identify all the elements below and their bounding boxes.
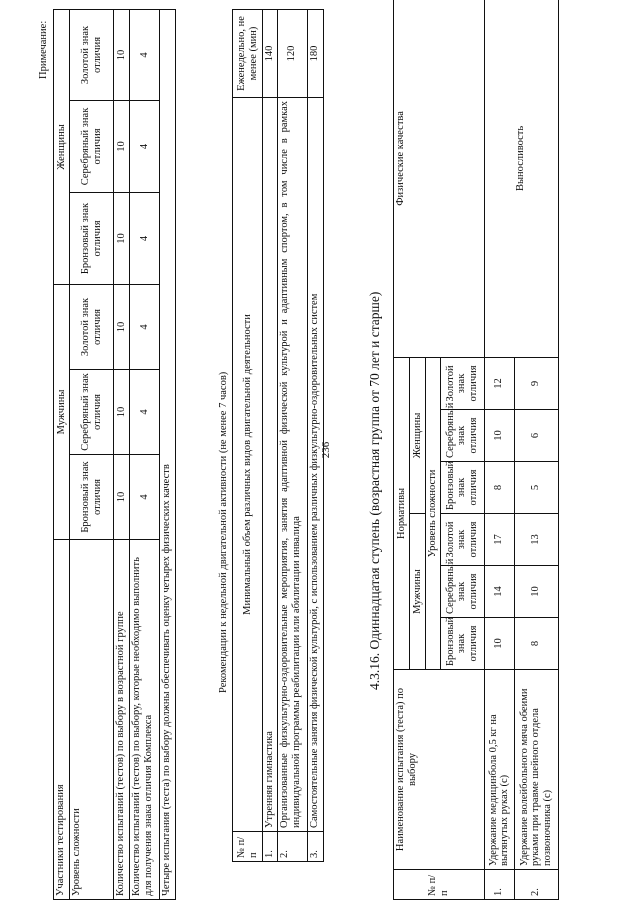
norms-table — [393, 0, 559, 900]
cell-value: 4 — [130, 370, 160, 455]
badge-header: Серебряный знак отличия — [440, 566, 484, 618]
badge-header: Бронзовый знак отличия — [440, 618, 484, 670]
recommendations-table — [232, 9, 324, 862]
row-label: Количество испытаний (тестов) по выбору в возрастной группе — [114, 540, 130, 900]
row-num: 3. — [307, 832, 323, 862]
men-header: Мужчины — [410, 514, 426, 670]
badge-header: Серебряный знак отличия — [440, 410, 484, 462]
row-num: 2. — [277, 832, 307, 862]
cell-value: 4 — [130, 100, 160, 192]
cell-value: 10 — [114, 100, 130, 192]
badge-header: Золотой знак отличия — [70, 284, 114, 369]
cell-value: 4 — [130, 192, 160, 284]
men-header: Мужчины — [54, 284, 70, 539]
cell-value: 10 — [114, 9, 130, 100]
cell-value: 6 — [514, 410, 558, 462]
name-header: Наименование испытания (теста) по выбору — [394, 670, 485, 870]
cell-value: 5 — [514, 462, 558, 514]
num-header: № п/п — [394, 870, 485, 900]
badge-header: Золотой знак отличия — [440, 357, 484, 409]
cell-value: 14 — [484, 566, 514, 618]
row-text: Организованные физкультурно-оздоровительные мероприятия, занятия адаптивной физической культурой и адаптивным спортом, в том числе в рамках индивидуальной программы реабилитации или абилитации инвалида — [277, 98, 307, 832]
row-name: Удержание волейбольного мяча обеими руками при травме шейного отдела позвоночника (с) — [514, 670, 558, 870]
level-label: Уровень сложности — [70, 540, 114, 900]
table-row — [114, 9, 130, 899]
cell-value: 4 — [130, 455, 160, 540]
table-row — [277, 10, 307, 862]
women-header: Женщины — [54, 9, 70, 284]
cell-value: 9 — [514, 357, 558, 409]
cell-value: 10 — [114, 455, 130, 540]
norms-header: Нормативы — [394, 357, 410, 669]
page-number: 236 — [320, 441, 332, 459]
note-table — [53, 9, 176, 900]
row-num: 1. — [263, 832, 278, 862]
row-text: Утренняя гимнастика — [263, 98, 278, 832]
cell-value: 10 — [514, 566, 558, 618]
cell-value: 4 — [130, 9, 160, 100]
row-num: 2. — [514, 870, 558, 900]
badge-header: Серебряный знак отличия — [70, 370, 114, 455]
cell-value: 8 — [484, 462, 514, 514]
table-row — [307, 10, 323, 862]
row-value: 180 — [307, 10, 323, 98]
row-num: 1. — [484, 870, 514, 900]
cell-value: 12 — [484, 357, 514, 409]
cell-value: 10 — [114, 192, 130, 284]
quality-value: Выносливость — [484, 0, 558, 357]
num-header: № п/п — [233, 832, 263, 862]
participants-label: Участники тестирования — [54, 540, 70, 900]
table-row — [263, 10, 278, 862]
section-heading: 4.3.16. Одиннадцатая ступень (возрастная группа от 70 лет и старше) — [367, 291, 382, 690]
recommendations-title: Рекомендации к недельной двигательной активности (не менее 7 часов) — [218, 371, 229, 693]
table-row — [130, 9, 160, 899]
badge-header: Золотой знак отличия — [70, 9, 114, 100]
cell-value: 10 — [484, 618, 514, 670]
cell-value: 4 — [130, 284, 160, 369]
cell-value: 17 — [484, 514, 514, 566]
table-row — [484, 0, 514, 900]
row-value: 120 — [277, 10, 307, 98]
row-name: Удержание медицинбола 0,5 кг на вытянутых руках (с) — [484, 670, 514, 870]
row-text: Самостоятельные занятия физической культурой, с использованием различных физкультурно-оздоровительных систем — [307, 98, 323, 832]
cell-value: 8 — [514, 618, 558, 670]
level-header: Уровень сложности — [426, 357, 441, 669]
cell-value: 10 — [114, 284, 130, 369]
badge-header: Бронзовый знак отличия — [70, 455, 114, 540]
women-header: Женщины — [410, 357, 426, 513]
activity-header: Минимальный объем различных видов двигательной деятельности — [233, 98, 263, 832]
cell-value: 10 — [484, 410, 514, 462]
cell-value: 10 — [114, 370, 130, 455]
row-value: 140 — [263, 10, 278, 98]
badge-header: Золотой знак отличия — [440, 514, 484, 566]
note-footer: Четыре испытания (теста) по выбору должны обеспечивать оценку четырех физических качеств — [160, 9, 176, 899]
qualities-header: Физические качества — [394, 0, 485, 357]
weekly-header: Еженедельно, не менее (мин) — [233, 10, 263, 98]
badge-header: Бронзовый знак отличия — [70, 192, 114, 284]
note-title: Примечание: — [38, 20, 49, 79]
cell-value: 13 — [514, 514, 558, 566]
row-label: Количество испытаний (тестов) по выбору, которые необходимо выполнить для получения знака отличия Комплекса — [130, 540, 160, 900]
badge-header: Бронзовый знак отличия — [440, 462, 484, 514]
badge-header: Серебряный знак отличия — [70, 100, 114, 192]
